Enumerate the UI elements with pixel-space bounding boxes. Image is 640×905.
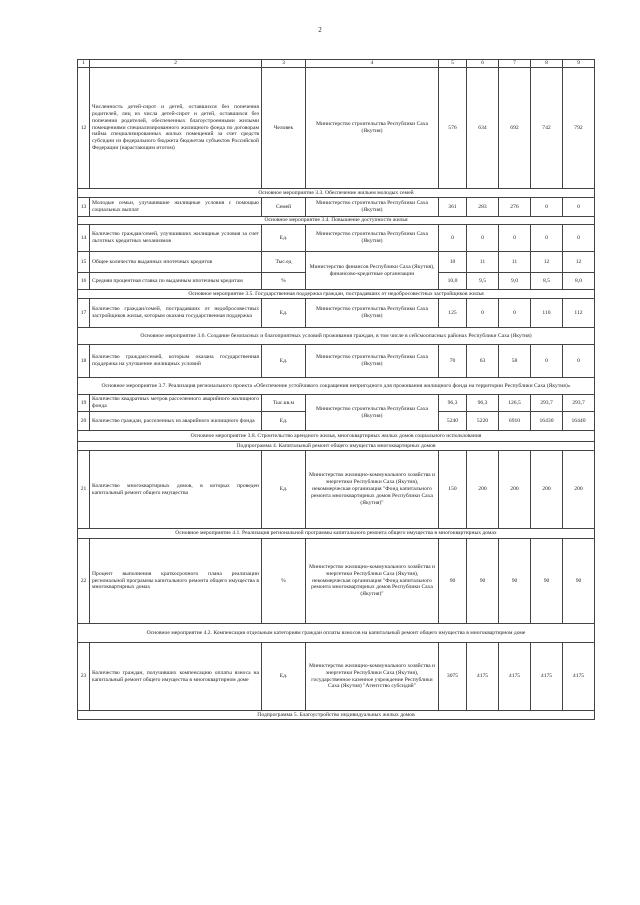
indicator-name: Количество граждан/семей, которым оказана государственная поддержка на улучшение жилищных условий xyxy=(90,345,262,378)
section-heading: Основное мероприятие 3.7. Реализация регионального проекта «Обеспечение устойчивого сокращения непригодного для проживания жилищного фонда на территории Республики Саха (Якутия)» xyxy=(78,378,595,395)
value: 126,5 xyxy=(499,395,531,412)
indicator-name: Общее количество выданных ипотечных кредитов xyxy=(90,252,262,273)
unit: % xyxy=(262,539,306,624)
value: 150 xyxy=(439,451,467,529)
unit: Ед. xyxy=(262,225,306,252)
row-number: 14 xyxy=(78,225,90,252)
value: 576 xyxy=(439,68,467,189)
value: 16440 xyxy=(563,412,595,431)
col-number: 5 xyxy=(439,60,467,68)
unit: Семей xyxy=(262,198,306,217)
value: 11 xyxy=(467,252,499,273)
value: 361 xyxy=(439,198,467,217)
indicator-name: Количество граждан, расселенных из аварийного жилищного фонда xyxy=(90,412,262,431)
value: 0 xyxy=(531,345,563,378)
value: 0 xyxy=(563,198,595,217)
subprogram-heading: Подпрограмма 4. Капитальный ремонт общего имущества многоквартирных домов xyxy=(78,442,595,451)
value: 90 xyxy=(563,539,595,624)
indicator-name: Средняя процентная ставка по выданным ипотечным кредитам xyxy=(90,273,262,290)
col-number: 6 xyxy=(467,60,499,68)
table-row xyxy=(78,299,595,328)
unit: Ед. xyxy=(262,299,306,328)
row-number: 13 xyxy=(78,198,90,217)
section-heading: Основное мероприятие 4.2. Компенсация отдельным категориям граждан оплаты взносов на капитальный ремонт общего имущества в многоквартирном доме xyxy=(78,624,595,643)
col-number: 9 xyxy=(563,60,595,68)
table-row xyxy=(78,539,595,624)
value: 12 xyxy=(531,252,563,273)
executor: Министерство жилищно-коммунального хозяйства и энергетики Республики Саха (Якутия), государственное казенное учреждение Республики Саха (Якутия) "Агентство субсидий" xyxy=(306,643,439,711)
value: 90 xyxy=(439,539,467,624)
unit: Тыс.ед xyxy=(262,252,306,273)
value: 0 xyxy=(467,225,499,252)
value: 10 xyxy=(439,252,467,273)
executor: Министерство финансов Республики Саха (Якутия), финансово-кредитные организации xyxy=(306,252,439,290)
row-number: 23 xyxy=(78,643,90,711)
table-row xyxy=(78,68,595,189)
value: 11 xyxy=(499,252,531,273)
value: 5240 xyxy=(439,412,467,431)
value: 0 xyxy=(467,299,499,328)
value: 58 xyxy=(499,345,531,378)
section-heading: Основное мероприятие 3.3. Обеспечение жильем молодых семей xyxy=(78,189,595,198)
value: 276 xyxy=(499,198,531,217)
col-number: 2 xyxy=(90,60,262,68)
value: 90 xyxy=(467,539,499,624)
unit: Человек xyxy=(262,68,306,189)
value: 293,7 xyxy=(531,395,563,412)
value: 3075 xyxy=(439,643,467,711)
indicator-name: Молодые семьи, улучшившие жилищные условия с помощью социальных выплат xyxy=(90,198,262,217)
table-row xyxy=(78,252,595,273)
executor: Министерство строительства Республики Саха (Якутия) xyxy=(306,225,439,252)
unit: Ед. xyxy=(262,412,306,431)
section-heading: Основное мероприятие 3.5. Государственная поддержка граждан, пострадавших от недобросовестных застройщиков жилья xyxy=(78,290,595,299)
executor: Министерство строительства Республики Саха (Якутия) xyxy=(306,198,439,217)
indicator-name: Количество квадратных метров расселенного аварийного жилищного фонда xyxy=(90,395,262,412)
value: 5220 xyxy=(467,412,499,431)
value: 125 xyxy=(439,299,467,328)
table-row xyxy=(78,345,595,378)
value: 692 xyxy=(499,68,531,189)
value: 200 xyxy=(531,451,563,529)
indicator-name: Количество граждан/семей, улучшивших жилищные условия за счет льготных кредитных механизмов xyxy=(90,225,262,252)
indicator-name: Количество граждан/семей, пострадавших от недобросовестных застройщиков жилья, которым оказана государственная поддержка xyxy=(90,299,262,328)
row-number: 17 xyxy=(78,299,90,328)
page-number: 2 xyxy=(318,26,322,34)
section-heading: Основное мероприятие 4.1. Реализация региональной программы капитального ремонта общего имущества в многоквартирных домах xyxy=(78,529,595,539)
unit: Ед. xyxy=(262,451,306,529)
col-number: 3 xyxy=(262,60,306,68)
row-number: 12 xyxy=(78,68,90,189)
value: 9,5 xyxy=(467,273,499,290)
value: 70 xyxy=(439,345,467,378)
value: 10,0 xyxy=(439,273,467,290)
value: 293,7 xyxy=(563,395,595,412)
executor: Министерство строительства Республики Саха (Якутия) xyxy=(306,395,439,431)
value: 96,3 xyxy=(467,395,499,412)
value: 200 xyxy=(563,451,595,529)
value: 90 xyxy=(499,539,531,624)
col-number: 7 xyxy=(499,60,531,68)
col-number: 8 xyxy=(531,60,563,68)
value: 4175 xyxy=(467,643,499,711)
unit: Тыс.кв.м xyxy=(262,395,306,412)
value: 742 xyxy=(531,68,563,189)
indicator-name: Количество многоквартирных домов, в которых проведен капитальный ремонт общего имущества xyxy=(90,451,262,529)
value: 8,0 xyxy=(563,273,595,290)
executor: Министерство строительства Республики Саха (Якутия) xyxy=(306,345,439,378)
table-row xyxy=(78,451,595,529)
row-number: 21 xyxy=(78,451,90,529)
value: 0 xyxy=(563,345,595,378)
value: 8,5 xyxy=(531,273,563,290)
value: 110 xyxy=(531,299,563,328)
value: 4175 xyxy=(563,643,595,711)
indicator-name: Численность детей-сирот и детей, оставшихся без попечения родителей, лиц из числа детей-сирот и детей, оставшихся без попечения родителей, обеспеченных благоустроенными жилыми помещениями специализированного жилищного фонда по договорам найма специализированных жилых помещений за счет средств субсидии из федерального бюджета бюджетам субъектов Российской Федерации (нарастающим итогом) xyxy=(90,68,262,189)
row-number: 16 xyxy=(78,273,90,290)
subprogram-heading: Подпрограмма 5. Благоустройство индивидуальных жилых домов xyxy=(78,711,595,720)
row-number: 18 xyxy=(78,345,90,378)
executor: Министерство строительства Республики Саха (Якутия) xyxy=(306,68,439,189)
value: 63 xyxy=(467,345,499,378)
indicator-name: Количество граждан, получивших компенсацию оплаты взноса на капитальный ремонт общего имущества в многоквартирном доме xyxy=(90,643,262,711)
table-row xyxy=(78,225,595,252)
value: 0 xyxy=(439,225,467,252)
indicators-table xyxy=(77,59,595,720)
section-heading: Основное мероприятие 3.4. Повышение доступности жилья xyxy=(78,217,595,225)
value: 6910 xyxy=(499,412,531,431)
table-row xyxy=(78,395,595,412)
indicator-name: Процент выполнения краткосрочного плана реализации региональной программы капитального ремонта общего имущества в многоквартирных домах xyxy=(90,539,262,624)
value: 96,3 xyxy=(439,395,467,412)
executor: Министерство строительства Республики Саха (Якутия) xyxy=(306,299,439,328)
value: 200 xyxy=(467,451,499,529)
value: 16430 xyxy=(531,412,563,431)
table-row xyxy=(78,643,595,711)
col-number: 1 xyxy=(78,60,90,68)
value: 0 xyxy=(531,225,563,252)
row-number: 19 xyxy=(78,395,90,412)
section-heading: Основное мероприятие 3.8. Строительство арендного жилья, многоквартирных жилых домов социального использования xyxy=(78,431,595,442)
col-number: 4 xyxy=(306,60,439,68)
unit: Ед. xyxy=(262,643,306,711)
executor: Министерство жилищно-коммунального хозяйства и энергетики Республики Саха (Якутия), некоммерческая организация "Фонд капитального ремонта многоквартирных домов Республики Саха (Якутия)" xyxy=(306,451,439,529)
executor: Министерство жилищно-коммунального хозяйства и энергетики Республики Саха (Якутия), некоммерческая организация "Фонд капитального ремонта многоквартирных домов Республики Саха (Якутия)" xyxy=(306,539,439,624)
value: 0 xyxy=(499,225,531,252)
table-row xyxy=(78,198,595,217)
value: 0 xyxy=(531,198,563,217)
value: 90 xyxy=(531,539,563,624)
value: 283 xyxy=(467,198,499,217)
row-number: 15 xyxy=(78,252,90,273)
value: 4175 xyxy=(499,643,531,711)
value: 634 xyxy=(467,68,499,189)
row-number: 20 xyxy=(78,412,90,431)
unit: Ед. xyxy=(262,345,306,378)
value: 0 xyxy=(563,225,595,252)
unit: % xyxy=(262,273,306,290)
section-heading: Основное мероприятие 3.6. Создание безопасных и благоприятных условий проживания граждан, в том числе в сейсмоопасных районах Республики Саха (Якутия) xyxy=(78,328,595,345)
value: 9,0 xyxy=(499,273,531,290)
value: 12 xyxy=(563,252,595,273)
value: 112 xyxy=(563,299,595,328)
value: 792 xyxy=(563,68,595,189)
row-number: 22 xyxy=(78,539,90,624)
header-row xyxy=(78,60,595,68)
value: 4175 xyxy=(531,643,563,711)
value: 200 xyxy=(499,451,531,529)
value: 0 xyxy=(499,299,531,328)
